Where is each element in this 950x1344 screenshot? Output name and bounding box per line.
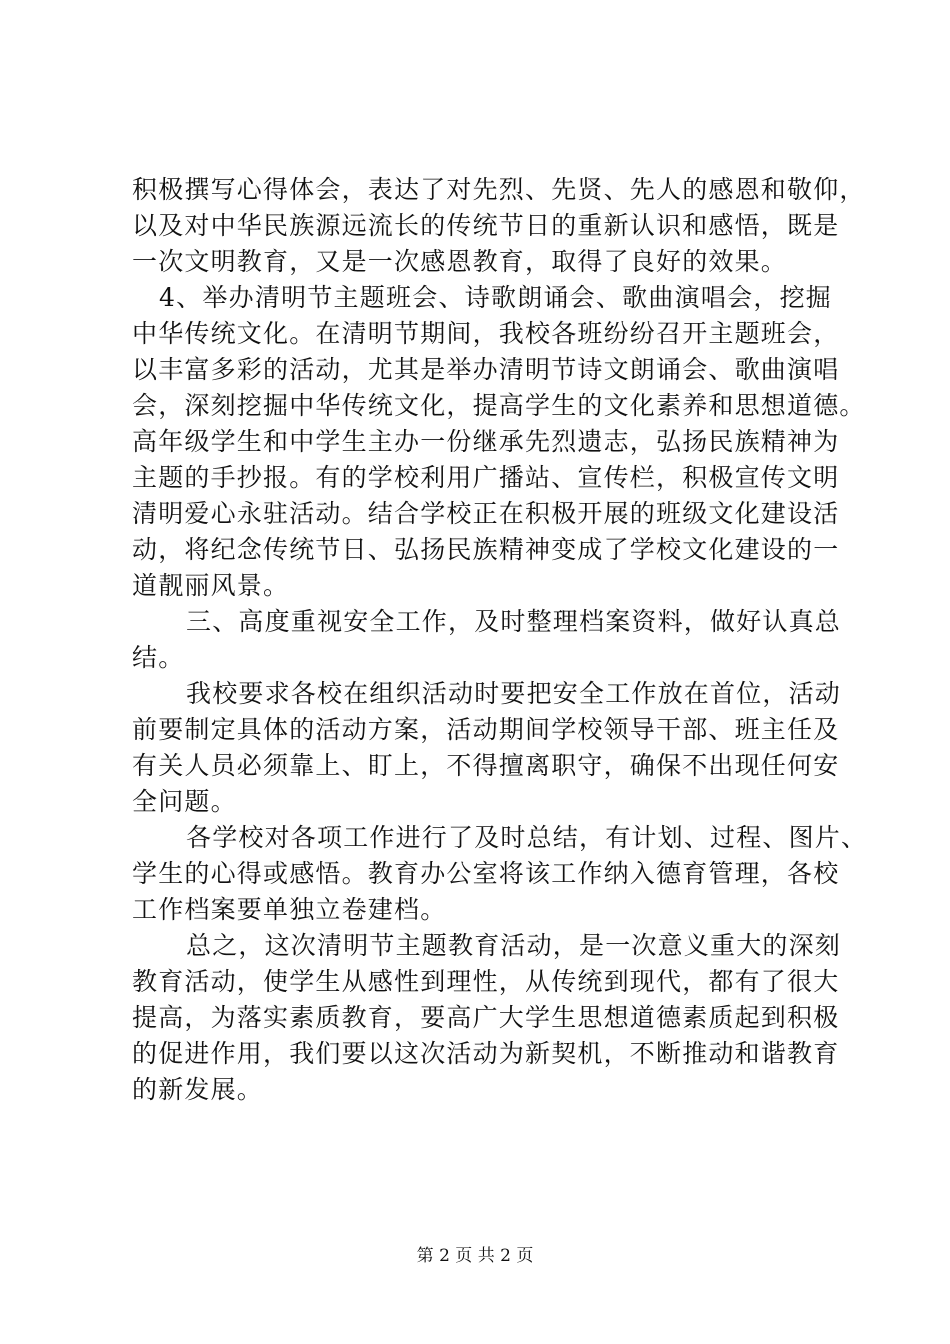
document-body [132,172,868,1108]
text-line: 高年级学生和中学生主办一份继承先烈遗志，弘扬民族精神为 [132,427,840,456]
text-line: 各学校对各项工作进行了及时总结，有计划、过程、图片、 [186,823,868,852]
text-line: 有关人员必须靠上、盯上，不得擅离职守，确保不出现任何安 [132,751,840,780]
text-line: 4、举办清明节主题班会、诗歌朗诵会、歌曲演唱会，挖掘 [159,283,832,312]
text-line: 道靓丽风景。 [132,571,290,600]
text-line: 结。 [132,643,185,672]
page-footer: 第 2 页 共 2 页 [416,1246,534,1266]
text-line: 积极撰写心得体会，表达了对先烈、先贤、先人的感恩和敬仰， [132,175,866,204]
text-line: 学生的心得或感悟。教育办公室将该工作纳入德育管理，各校 [132,859,840,888]
text-line: 提高，为落实素质教育，要高广大学生思想道德素质起到积极 [132,1003,840,1032]
text-line: 中华传统文化。在清明节期间，我校各班纷纷召开主题班会， [132,319,840,348]
text-line: 以丰富多彩的活动，尤其是举办清明节诗文朗诵会、歌曲演唱 [132,355,840,384]
text-line: 我校要求各校在组织活动时要把安全工作放在首位，活动 [186,679,842,708]
text-line: 以及对中华民族源远流长的传统节日的重新认识和感悟，既是 [132,211,840,240]
text-line: 清明爱心永驻活动。结合学校正在积极开展的班级文化建设活 [132,499,840,528]
text-line: 工作档案要单独立卷建档。 [132,895,447,924]
text-line: 三、高度重视安全工作，及时整理档案资料，做好认真总 [186,607,842,636]
text-line: 主题的手抄报。有的学校利用广播站、宣传栏，积极宣传文明 [132,463,840,492]
text-line: 教育活动，使学生从感性到理性，从传统到现代，都有了很大 [132,967,840,996]
text-line: 会，深刻挖掘中华传统文化，提高学生的文化素养和思想道德。 [132,391,866,420]
text-line: 全问题。 [132,787,237,816]
text-line: 一次文明教育，又是一次感恩教育，取得了良好的效果。 [132,247,788,276]
text-line: 总之，这次清明节主题教育活动，是一次意义重大的深刻 [186,931,842,960]
text-line: 的促进作用，我们要以这次活动为新契机，不断推动和谐教育 [132,1039,840,1068]
text-line: 动，将纪念传统节日、弘扬民族精神变成了学校文化建设的一 [132,535,840,564]
text-line: 前要制定具体的活动方案，活动期间学校领导干部、班主任及 [132,715,840,744]
text-line: 的新发展。 [132,1075,264,1104]
